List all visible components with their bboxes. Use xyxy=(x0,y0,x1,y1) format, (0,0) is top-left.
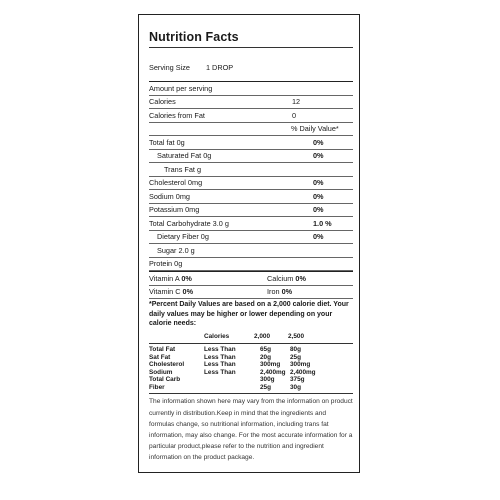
footnote-table-row xyxy=(149,384,353,392)
footnote-table xyxy=(149,331,353,392)
footnote-cell: 300mg xyxy=(260,361,281,369)
daily-value-header-row xyxy=(149,123,353,137)
nutrient-row xyxy=(149,190,353,204)
mineral-label: Iron xyxy=(267,287,280,297)
nutrient-row xyxy=(149,258,353,272)
nutrient-label: Protein 0g xyxy=(149,259,183,269)
nutrient-row xyxy=(149,231,353,245)
nutrient-row xyxy=(149,136,353,150)
nutrient-dv: 0% xyxy=(313,178,324,188)
footnote-cell: Fiber xyxy=(149,384,165,392)
footnote-cell: 2,400mg xyxy=(290,368,316,376)
footnote-cell: 30g xyxy=(290,384,302,392)
footnote-table-header xyxy=(149,331,353,344)
footnote-cell: 80g xyxy=(290,346,302,354)
serving-size-row xyxy=(149,59,353,76)
footnote-cell: Less Than xyxy=(204,368,236,376)
vitamin-label: Vitamin A xyxy=(149,273,180,283)
nutrient-label: Dietary Fiber 0g xyxy=(157,232,209,242)
nutrient-label: Potassium 0mg xyxy=(149,205,200,215)
footnote-cell: 65g xyxy=(260,346,272,354)
nutrient-row xyxy=(149,217,353,231)
calories-from-fat-value: 0 xyxy=(292,110,297,120)
vitamin-value: 0% xyxy=(182,287,194,297)
calories-label: Calories xyxy=(149,97,176,107)
footnote-table-row xyxy=(149,376,353,384)
nutrient-dv: 1.0 % xyxy=(313,218,332,228)
nutrient-dv: 0% xyxy=(313,191,324,201)
nutrient-row xyxy=(149,244,353,258)
mineral-value: 0% xyxy=(295,273,306,283)
footnote-cell: Sodium xyxy=(149,368,173,376)
footnote-cell: Sat Fat xyxy=(149,353,171,361)
footnote-header-cell: 2,500 xyxy=(288,333,304,341)
mineral-label: Calcium xyxy=(267,273,294,283)
nutrient-dv: 0% xyxy=(313,232,324,242)
footnote-table-row xyxy=(149,369,353,377)
serving-size-value: 1 DROP xyxy=(205,63,234,72)
nutrient-dv: 0% xyxy=(313,205,324,215)
label-title: Nutrition Facts xyxy=(149,30,239,44)
disclaimer-text: The information shown here may vary from the information on product currently in distribution.Keep in mind that the ingredients and formulas change, so nutritional information, including trans fat information, may also change. For the most accurate information for a particular product,please refer to the nutrition and ingredient information on the product package. xyxy=(149,398,353,462)
nutrient-label: Sodium 0mg xyxy=(149,191,190,201)
serving-size-label: Serving Size xyxy=(149,63,190,72)
nutrient-dv: 0% xyxy=(313,137,324,147)
footnote-cell: 2,400mg xyxy=(260,368,286,376)
nutrient-label: Saturated Fat 0g xyxy=(157,151,212,161)
calories-from-fat-label: Calories from Fat xyxy=(149,110,205,120)
nutrient-dv: 0% xyxy=(313,151,324,161)
vitamin-value: 0% xyxy=(181,273,192,283)
nutrient-row xyxy=(149,150,353,164)
nutrient-label: Total Carbohydrate 3.0 g xyxy=(149,218,229,228)
nutrient-label: Trans Fat g xyxy=(164,164,202,174)
footnote-cell: Cholesterol xyxy=(149,361,185,369)
vitamin-label: Vitamin C xyxy=(149,287,181,297)
vitamin-row xyxy=(149,272,353,286)
footnote-table-row xyxy=(149,353,353,361)
daily-value-footnote: *Percent Daily Values are based on a 2,000 calorie diet. Your daily values may be higher or lower depending on your calorie needs: xyxy=(149,301,349,328)
calories-value: 12 xyxy=(292,97,301,107)
nutrition-facts-label xyxy=(138,14,360,473)
divider xyxy=(149,47,353,48)
footnote-cell: Total Fat xyxy=(149,346,176,354)
footnote-cell: Less Than xyxy=(204,346,236,354)
nutrient-row xyxy=(149,204,353,218)
calories-row xyxy=(149,96,353,110)
footnote-cell: 300mg xyxy=(290,361,311,369)
footnote-cell: 375g xyxy=(290,376,305,384)
footnote-cell: Less Than xyxy=(204,353,236,361)
calories-from-fat-row xyxy=(149,109,353,123)
daily-value-header: % Daily Value* xyxy=(291,124,339,134)
footnote-cell: Total Carb xyxy=(149,376,181,384)
mineral-value: 0% xyxy=(281,287,293,297)
footnote-cell: Less Than xyxy=(204,361,236,369)
footnote-cell: 25g xyxy=(290,353,302,361)
footnote-cell: 25g xyxy=(260,384,272,392)
amount-per-serving-row xyxy=(149,82,353,96)
nutrient-label: Cholesterol 0mg xyxy=(149,178,203,188)
vitamin-row xyxy=(149,286,353,300)
footnote-table-row xyxy=(149,361,353,369)
footnote-table-row xyxy=(149,346,353,354)
nutrient-row xyxy=(149,177,353,191)
amount-per-serving: Amount per serving xyxy=(149,83,213,93)
nutrient-label: Sugar 2.0 g xyxy=(157,245,195,255)
footnote-header-cell: Calories xyxy=(204,333,230,341)
footnote-cell: 300g xyxy=(260,376,275,384)
footnote-cell: 20g xyxy=(260,353,272,361)
nutrient-row xyxy=(149,163,353,177)
nutrient-label: Total fat 0g xyxy=(149,137,185,147)
footnote-header-cell: 2,000 xyxy=(254,333,270,341)
